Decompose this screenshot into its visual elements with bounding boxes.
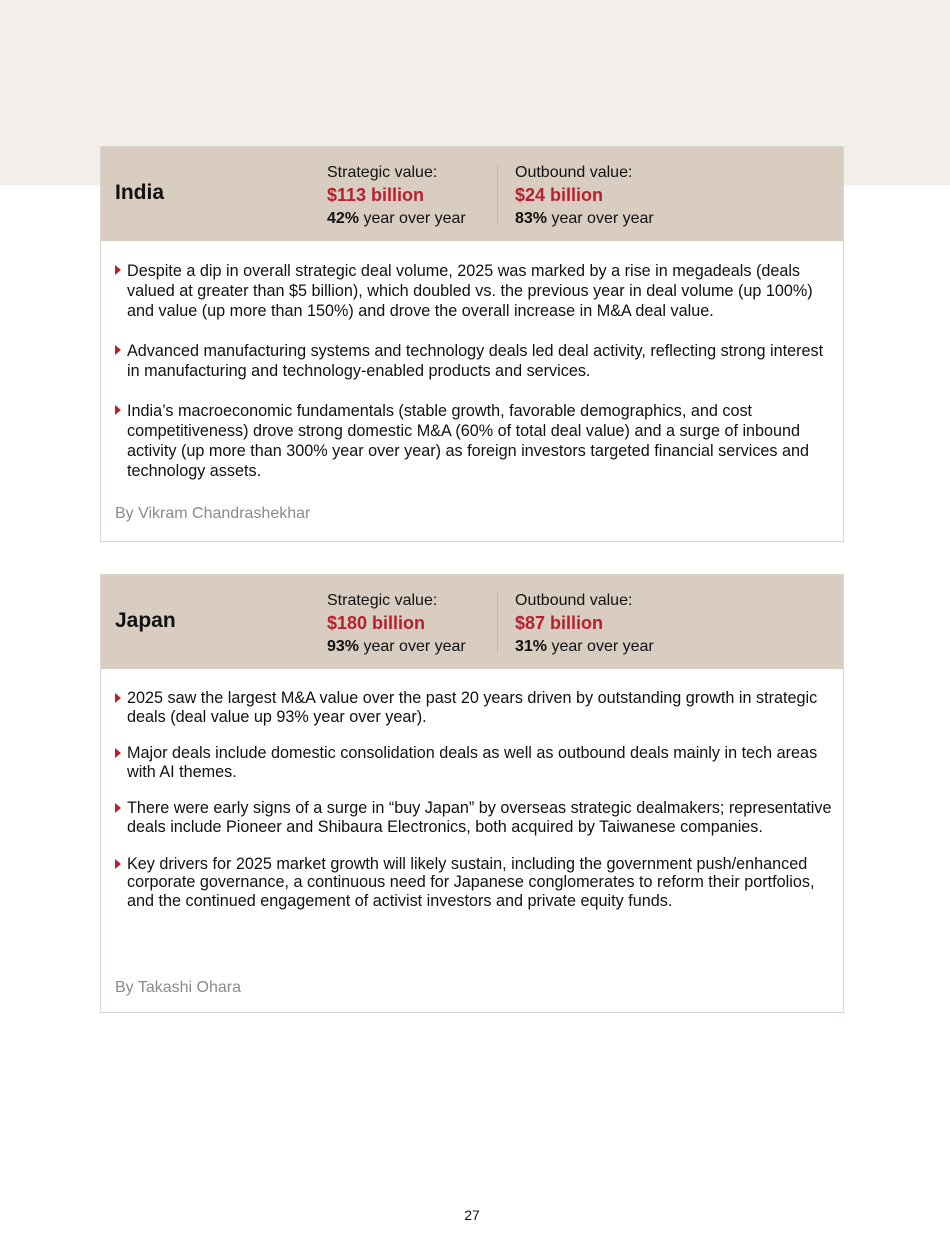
bullet-list: [115, 261, 839, 501]
author-byline: By Vikram Chandrashekhar: [115, 505, 311, 522]
outbound-yoy-percent: 31%: [515, 638, 548, 655]
bullet-text: India’s macroeconomic fundamentals (stable growth, favorable demographics, and cost competitiveness) drove strong domestic M&A (60% of total deal value) and a surge of inbound activity (up more than 300% year over year) as foreign investors targeted financial services and technology assets.: [127, 402, 810, 480]
country-title: India: [115, 181, 165, 204]
strategic-value-block: [327, 161, 466, 230]
outbound-yoy-text: year over year: [547, 638, 654, 655]
strategic-value-label: Strategic value:: [327, 164, 438, 181]
strategic-yoy-text: year over year: [359, 638, 466, 655]
bullet-arrow-icon: [115, 265, 121, 275]
region-card-india: [100, 146, 844, 542]
bullet-item: [115, 261, 839, 321]
strategic-yoy: [327, 635, 466, 658]
bullet-arrow-icon: [115, 748, 121, 758]
outbound-value-block: [515, 161, 654, 230]
author-byline: By Takashi Ohara: [115, 979, 241, 996]
outbound-value-amount: $87 billion: [515, 613, 604, 633]
bullet-item: [115, 341, 839, 381]
strategic-value-block: [327, 589, 466, 658]
strategic-yoy-percent: 42%: [327, 210, 360, 227]
strategic-yoy: [327, 207, 466, 230]
metric-divider: [497, 593, 498, 653]
page-number: 27: [464, 1207, 480, 1223]
region-card-japan: [100, 574, 844, 1013]
bullet-arrow-icon: [115, 405, 121, 415]
strategic-value-label: Strategic value:: [327, 592, 438, 609]
outbound-yoy-percent: 83%: [515, 210, 548, 227]
bullet-text: There were early signs of a surge in “buy Japan” by overseas strategic dealmakers; representative deals include Pioneer and Shibaura Electronics, both acquired by Taiwanese companies.: [127, 799, 832, 836]
bullet-item: [115, 401, 839, 481]
bullet-text: 2025 saw the largest M&A value over the past 20 years driven by outstanding growth in strategic deals (deal value up 93% year over year).: [127, 689, 818, 726]
outbound-value-amount: $24 billion: [515, 185, 604, 205]
strategic-value-amount: $113 billion: [327, 185, 425, 205]
bullet-arrow-icon: [115, 345, 121, 355]
bullet-arrow-icon: [115, 859, 121, 869]
outbound-value-block: [515, 589, 654, 658]
bullet-text: Major deals include domestic consolidation deals as well as outbound deals mainly in tech areas with AI themes.: [127, 744, 818, 781]
bullet-text: Advanced manufacturing systems and technology deals led deal activity, reflecting strong interest in manufacturing and technology-enabled products and services.: [127, 342, 824, 380]
bullet-item: [115, 744, 839, 781]
outbound-yoy-text: year over year: [547, 210, 654, 227]
bullet-list: [115, 689, 839, 928]
region-card-header: [101, 575, 843, 669]
metric-divider: [497, 165, 498, 225]
region-card-header: [101, 147, 843, 241]
bullet-item: [115, 799, 839, 836]
bullet-text: Key drivers for 2025 market growth will likely sustain, including the government push/enhanced corporate governance, a continuous need for Japanese conglomerates to reform their portfolios, and the continued engagement of activist investors and private equity funds.: [127, 854, 815, 910]
bullet-item: [115, 689, 839, 726]
outbound-value-label: Outbound value:: [515, 592, 633, 609]
outbound-yoy: [515, 635, 654, 658]
strategic-value-amount: $180 billion: [327, 613, 426, 633]
outbound-value-label: Outbound value:: [515, 164, 633, 181]
bullet-arrow-icon: [115, 803, 121, 813]
bullet-arrow-icon: [115, 693, 121, 703]
strategic-yoy-percent: 93%: [327, 638, 360, 655]
strategic-yoy-text: year over year: [359, 210, 466, 227]
outbound-yoy: [515, 207, 654, 230]
bullet-item: [115, 855, 839, 911]
bullet-text: Despite a dip in overall strategic deal volume, 2025 was marked by a rise in megadeals (deals valued at greater than $5 billion), which doubled vs. the previous year in deal volume (up 100%) and value (up more than 150%) and drove the overall increase in M&A deal value.: [127, 262, 813, 320]
country-title: Japan: [115, 609, 176, 632]
